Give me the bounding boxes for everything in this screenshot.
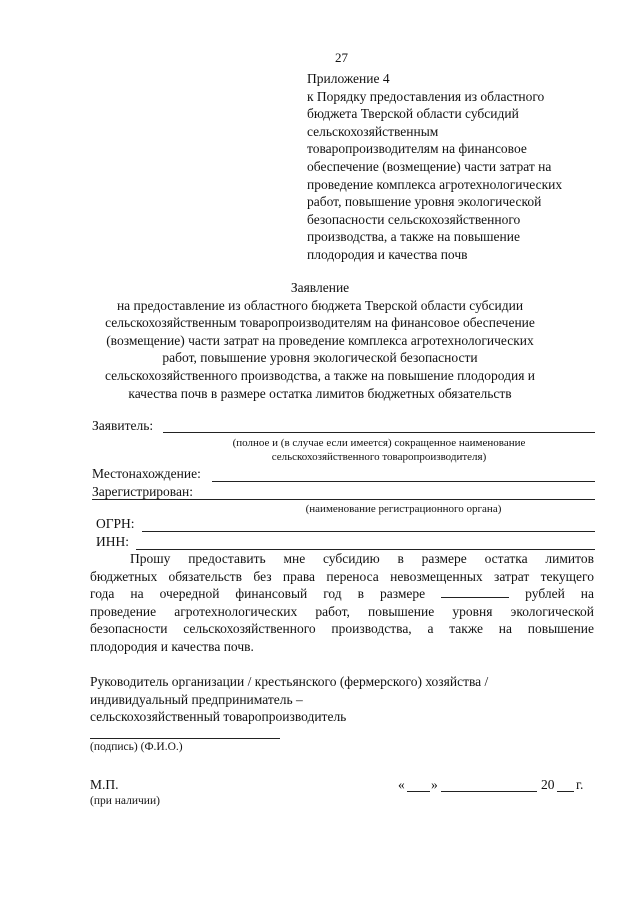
- date-year-suffix: г.: [576, 777, 584, 792]
- inn-label: ИНН:: [96, 534, 129, 549]
- request-paragraph: [90, 550, 594, 656]
- appendix-line: товаропроизводителям на финансовое: [307, 141, 527, 157]
- signer-line: сельскохозяйственный товаропроизводитель: [90, 709, 347, 725]
- appendix-header: [307, 70, 607, 264]
- registered-input-line[interactable]: [212, 499, 595, 500]
- registered-label: Зарегистрирован:: [92, 484, 193, 499]
- title-line: сельскохозяйственного производства, а также на повышение плодородия и: [104, 367, 536, 383]
- signer-block: [90, 673, 488, 726]
- request-text: рублей на: [525, 586, 594, 602]
- applicant-input-line[interactable]: [163, 432, 595, 433]
- request-text: года на очередной финансовый год в размере: [90, 586, 426, 602]
- title-line: на предоставление из областного бюджета Тверской области субсидии: [116, 297, 524, 313]
- appendix-line: сельскохозяйственным: [307, 123, 439, 139]
- appendix-line: к Порядку предоставления из областного: [307, 88, 545, 104]
- appendix-line: Приложение 4: [307, 71, 390, 86]
- request-line: бюджетных обязательств без права переноса невозмещенных затрат текущего: [90, 568, 594, 584]
- stamp-caption: (при наличии): [90, 795, 160, 807]
- location-input-line[interactable]: [212, 481, 595, 482]
- signature-caption: (подпись) (Ф.И.О.): [90, 741, 183, 753]
- date-open-quote: «: [398, 777, 405, 792]
- document-title: [80, 279, 560, 402]
- appendix-line: плодородия и качества почв: [307, 246, 468, 262]
- amount-input-line[interactable]: [441, 585, 509, 598]
- appendix-line: работ, повышение уровня экологической: [307, 194, 542, 210]
- date-year-prefix: 20: [541, 777, 555, 792]
- ogrn-label: ОГРН:: [96, 516, 135, 531]
- request-line: безопасности сельскохозяйственного производства, а также на повышение: [90, 621, 594, 637]
- page-number: 27: [335, 50, 348, 65]
- applicant-label: Заявитель:: [92, 418, 154, 433]
- ogrn-input-line[interactable]: [142, 531, 595, 532]
- location-label: Местонахождение:: [92, 466, 201, 481]
- applicant-caption: [163, 436, 595, 464]
- appendix-line: проведение комплекса агротехнологических: [307, 176, 563, 192]
- title-line: Заявление: [290, 280, 350, 295]
- stamp-label: М.П.: [90, 777, 119, 792]
- appendix-line: бюджета Тверской области субсидий: [307, 106, 519, 122]
- request-line-with-amount: [90, 585, 594, 603]
- request-line: плодородия и качества почв.: [90, 638, 254, 654]
- title-line: качества почв в размере остатка лимитов бюджетных обязательств: [128, 385, 512, 401]
- appendix-line: обеспечение (возмещение) части затрат на: [307, 158, 552, 174]
- date-close-quote: »: [431, 777, 438, 792]
- registered-caption: (наименование регистрационного органа): [305, 503, 502, 515]
- title-line: работ, повышение уровня экологической безопасности: [162, 350, 478, 366]
- signer-line: индивидуальный предприниматель –: [90, 691, 303, 707]
- applicant-caption-line: сельскохозяйственного товаропроизводителя): [271, 451, 487, 463]
- date-year-input-line[interactable]: [557, 791, 574, 792]
- date-day-input-line[interactable]: [407, 791, 430, 792]
- request-line: проведение агротехнологических работ, повышение уровня экологической: [90, 603, 594, 619]
- date-month-input-line[interactable]: [441, 791, 537, 792]
- signature-input-line[interactable]: [90, 738, 280, 739]
- request-line: Прошу предоставить мне субсидию в размере остатка лимитов: [130, 551, 594, 566]
- title-line: сельскохозяйственным товаропроизводителям на финансовое обеспечение: [105, 315, 535, 331]
- appendix-line: безопасности сельскохозяйственного: [307, 211, 521, 227]
- applicant-caption-line: (полное и (в случае если имеется) сокращенное наименование: [232, 437, 526, 449]
- appendix-line: производства, а также на повышение: [307, 229, 520, 245]
- title-line: (возмещение) части затрат на проведение комплекса агротехнологических: [106, 332, 534, 348]
- signer-line: Руководитель организации / крестьянского (фермерского) хозяйства /: [90, 674, 489, 689]
